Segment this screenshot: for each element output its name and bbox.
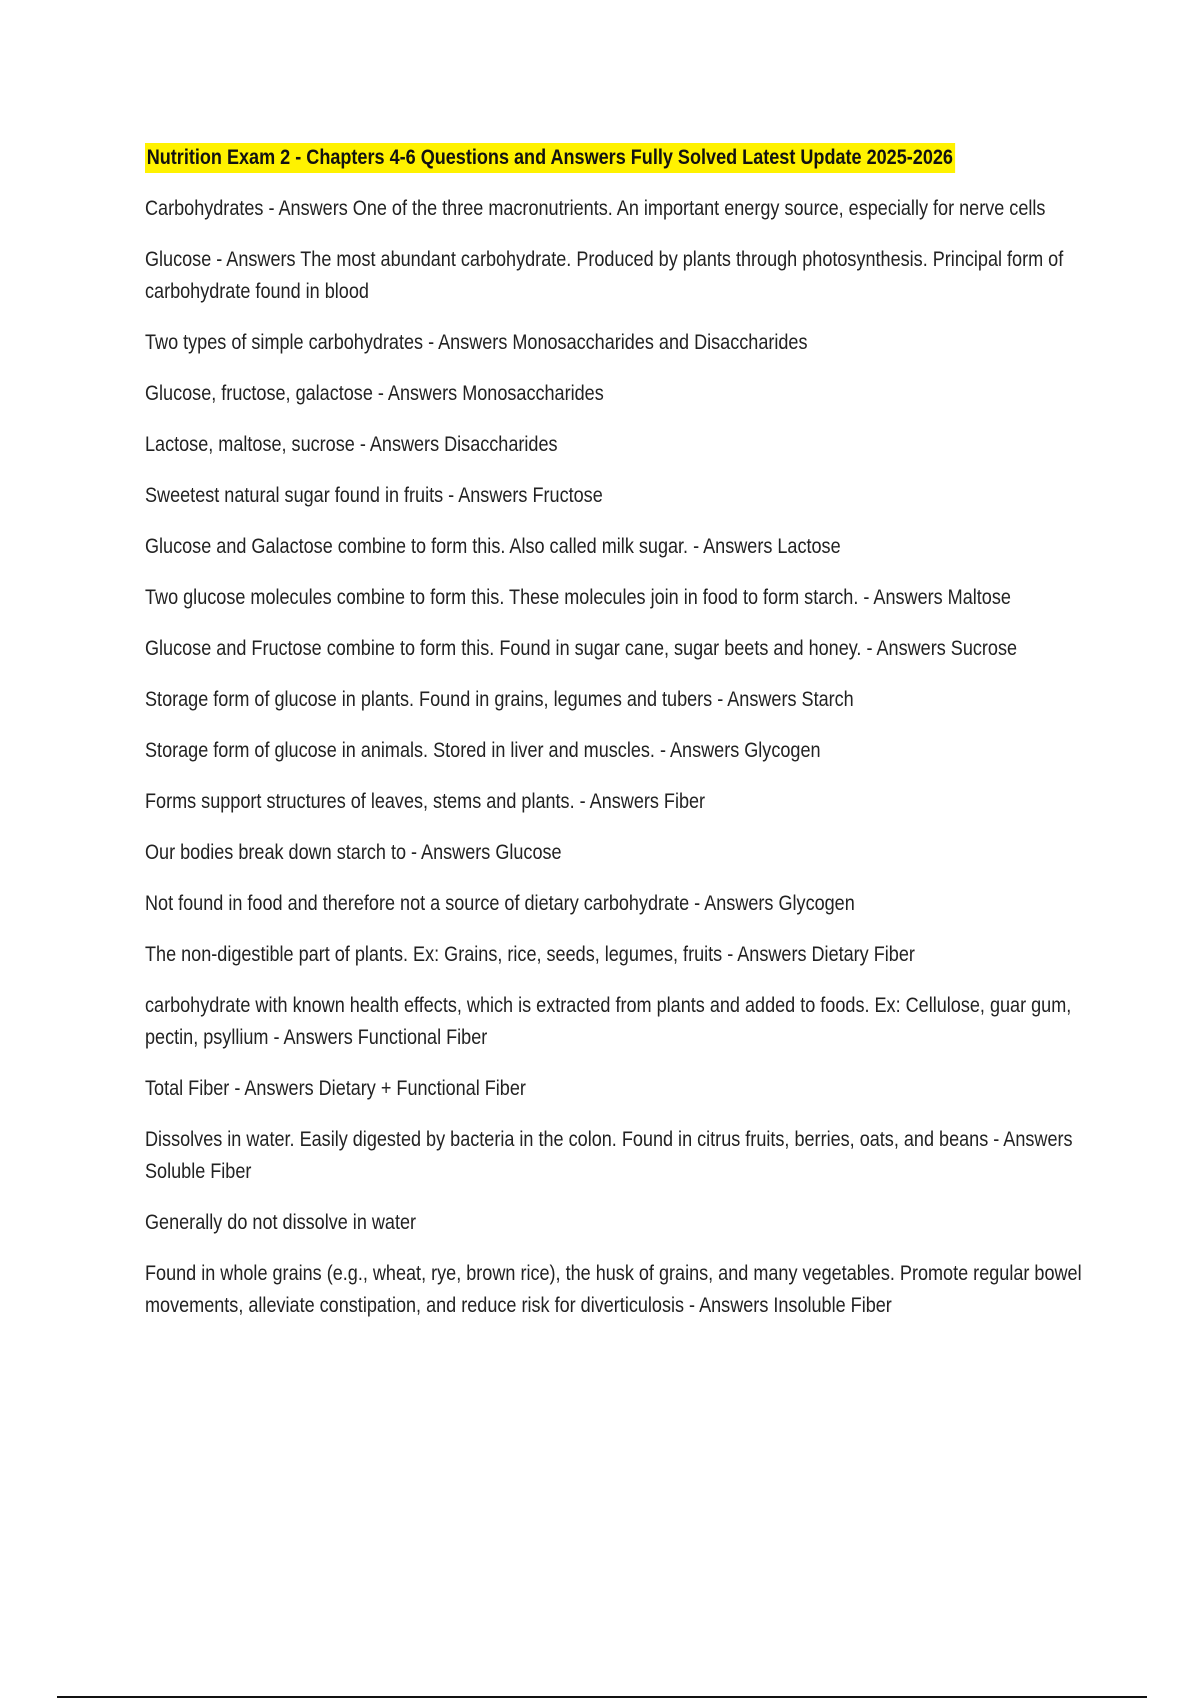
qa-entry: Storage form of glucose in plants. Found in grains, legumes and tubers - Answers Starch (145, 688, 854, 711)
qa-entry: Two glucose molecules combine to form this. These molecules join in food to form starch. - Answers Maltose (145, 586, 1011, 609)
qa-entry: Forms support structures of leaves, stems and plants. - Answers Fiber (145, 790, 706, 813)
qa-entry: Glucose and Galactose combine to form this. Also called milk sugar. - Answers Lactose (145, 535, 841, 558)
qa-entry: Found in whole grains (e.g., wheat, rye, brown rice), the husk of grains, and many vegetables. Promote regular bowel movements, alleviate constipation, and reduce risk for diverticulosis - Answers Insoluble Fiber (145, 1262, 1082, 1317)
page-bottom-divider (57, 1696, 1147, 1698)
title-container (145, 143, 1087, 173)
qa-entry: Storage form of glucose in animals. Stored in liver and muscles. - Answers Glycogen (145, 739, 821, 762)
qa-entry: The non-digestible part of plants. Ex: Grains, rice, seeds, legumes, fruits - Answers Dietary Fiber (145, 943, 915, 966)
qa-entry: Lactose, maltose, sucrose - Answers Disaccharides (145, 433, 558, 456)
document-title: Nutrition Exam 2 - Chapters 4-6 Questions and Answers Fully Solved Latest Update 2025-2026 (145, 143, 955, 173)
qa-entry: Carbohydrates - Answers One of the three macronutrients. An important energy source, especially for nerve cells (145, 197, 1046, 220)
qa-entry: Total Fiber - Answers Dietary + Functional Fiber (145, 1077, 526, 1100)
qa-entry: Glucose - Answers The most abundant carbohydrate. Produced by plants through photosynthesis. Principal form of carbohydrate found in blood (145, 248, 1064, 303)
qa-entry: Our bodies break down starch to - Answers Glucose (145, 841, 562, 864)
qa-entry: Not found in food and therefore not a source of dietary carbohydrate - Answers Glycogen (145, 892, 855, 915)
qa-list (145, 193, 1145, 1341)
qa-entry: carbohydrate with known health effects, which is extracted from plants and added to foods. Ex: Cellulose, guar gum, pectin, psyllium - Answers Functional Fiber (145, 994, 1072, 1049)
qa-entry: Glucose, fructose, galactose - Answers Monosaccharides (145, 382, 604, 405)
qa-entry: Generally do not dissolve in water (145, 1211, 417, 1234)
qa-entry: Two types of simple carbohydrates - Answers Monosaccharides and Disaccharides (145, 331, 808, 354)
qa-entry: Dissolves in water. Easily digested by bacteria in the colon. Found in citrus fruits, berries, oats, and beans - Answers Soluble Fiber (145, 1128, 1073, 1183)
qa-entry: Glucose and Fructose combine to form this. Found in sugar cane, sugar beets and honey. - Answers Sucrose (145, 637, 1018, 660)
qa-entry: Sweetest natural sugar found in fruits - Answers Fructose (145, 484, 603, 507)
